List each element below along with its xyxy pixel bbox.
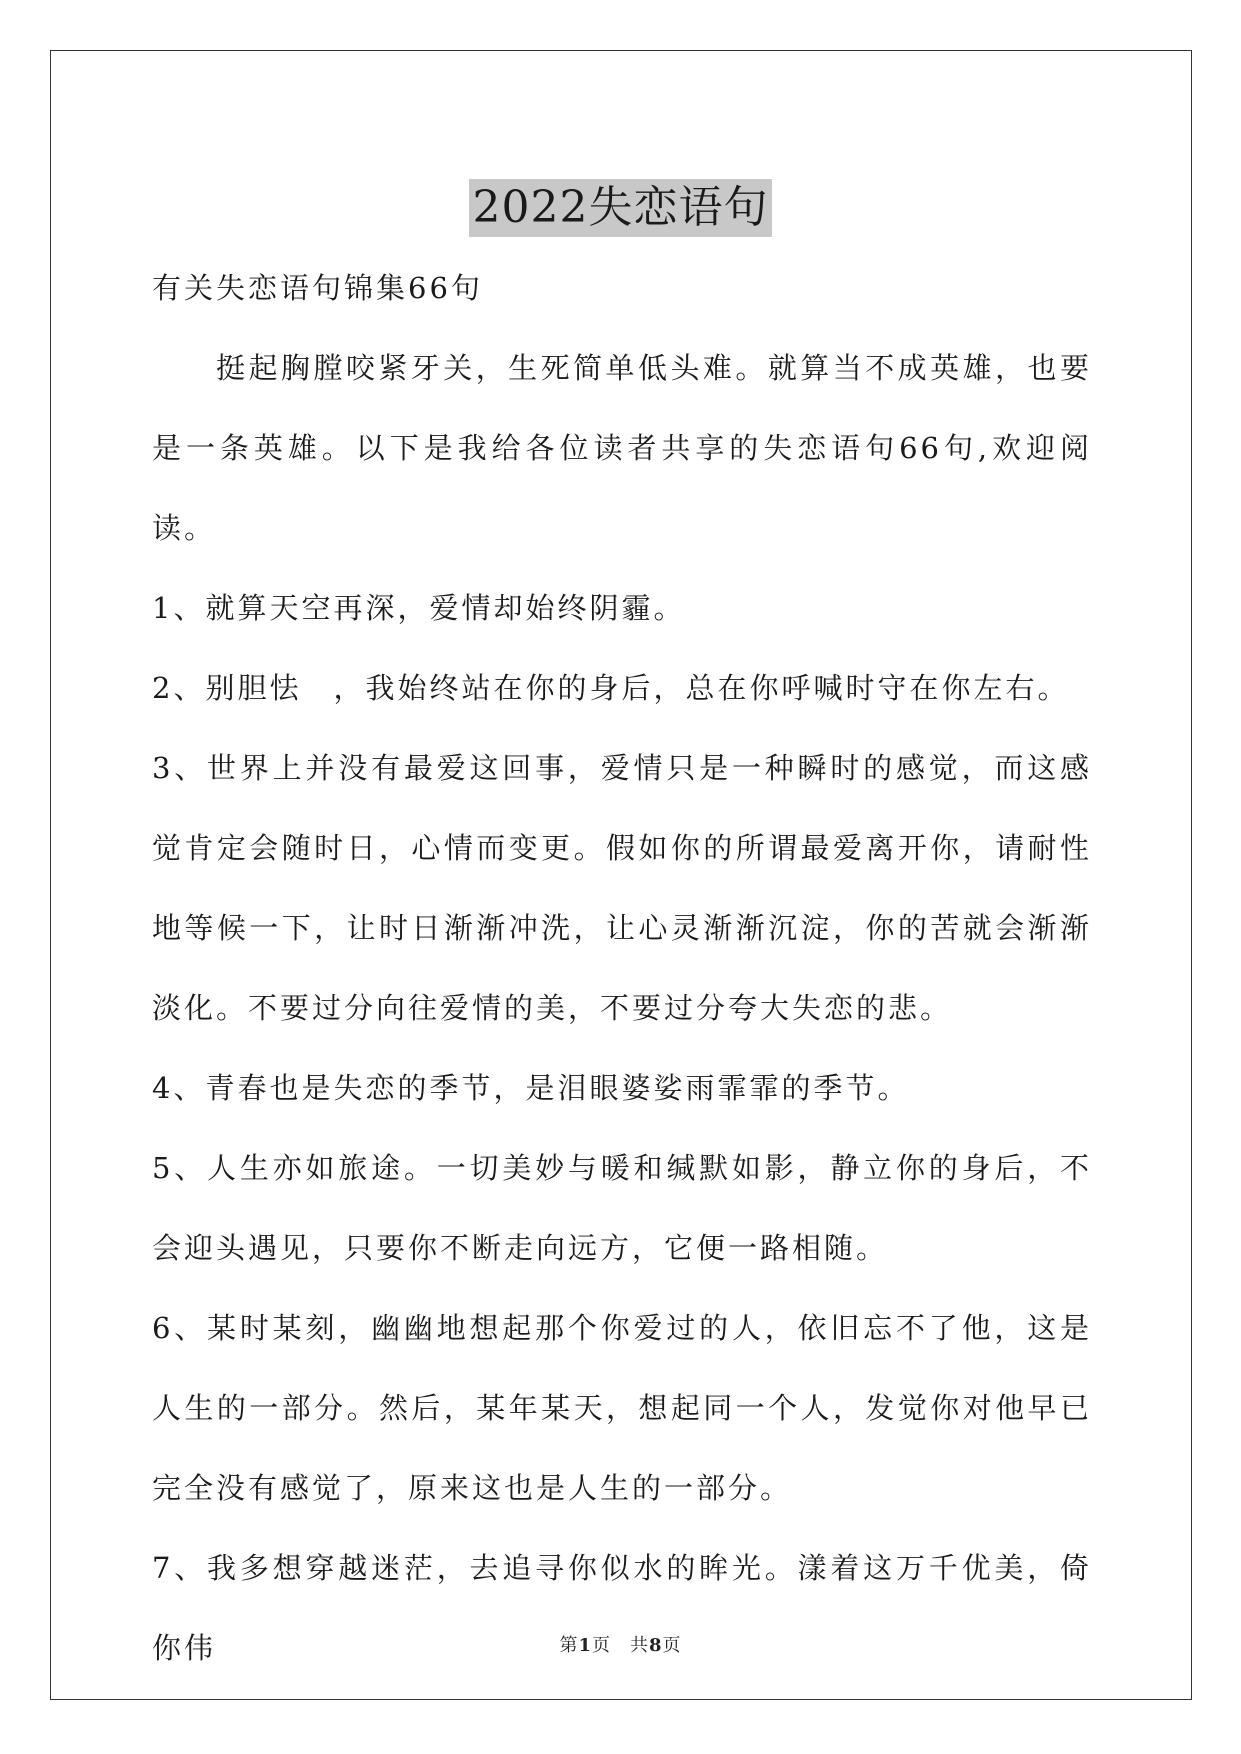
current-page-number: 1	[578, 1635, 592, 1656]
list-item: 6、某时某刻，幽幽地想起那个你爱过的人，依旧忘不了他，这是人生的一部分。然后，某年某天，想起同一个人，发觉你对他早已完全没有感觉了，原来这也是人生的一部分。	[152, 1311, 1092, 1505]
document-body	[152, 248, 1092, 1688]
footer-prefix: 第	[559, 1635, 579, 1656]
document-subtitle: 有关失恋语句锦集66句	[152, 271, 483, 305]
total-pages-number: 8	[649, 1635, 663, 1656]
document-title: 2022失恋语句	[469, 179, 773, 237]
page-footer	[0, 1631, 1241, 1657]
footer-suffix: 页	[662, 1635, 682, 1656]
list-item: 3、世界上并没有最爱这回事，爱情只是一种瞬时的感觉，而这感觉肯定会随时日，心情而变更。假如你的所谓最爱离开你，请耐性地等候一下，让时日渐渐冲洗，让心灵渐渐沉淀，你的苦就会渐渐淡化。不要过分向往爱情的美，不要过分夸大失恋的悲。	[152, 751, 1092, 1025]
list-item: 2、别胆怯 ，我始终站在你的身后，总在你呼喊时守在你左右。	[152, 671, 1070, 705]
list-item: 4、青春也是失恋的季节，是泪眼婆娑雨霏霏的季节。	[152, 1071, 910, 1105]
footer-page-label: 页 共	[592, 1635, 649, 1656]
list-item: 5、人生亦如旅途。一切美妙与暖和缄默如影，静立你的身后，不会迎头遇见，只要你不断走向远方，它便一路相随。	[152, 1151, 1092, 1265]
list-item: 1、就算天空再深，爱情却始终阴霾。	[152, 591, 686, 625]
intro-paragraph: 挺起胸膛咬紧牙关，生死简单低头难。就算当不成英雄，也要是一条英雄。以下是我给各位读者共享的失恋语句66句,欢迎阅读。	[152, 351, 1092, 545]
list-item: 7、我多想穿越迷茫，去追寻你似水的眸光。漾着这万千优美，倚你伟	[152, 1551, 1092, 1665]
